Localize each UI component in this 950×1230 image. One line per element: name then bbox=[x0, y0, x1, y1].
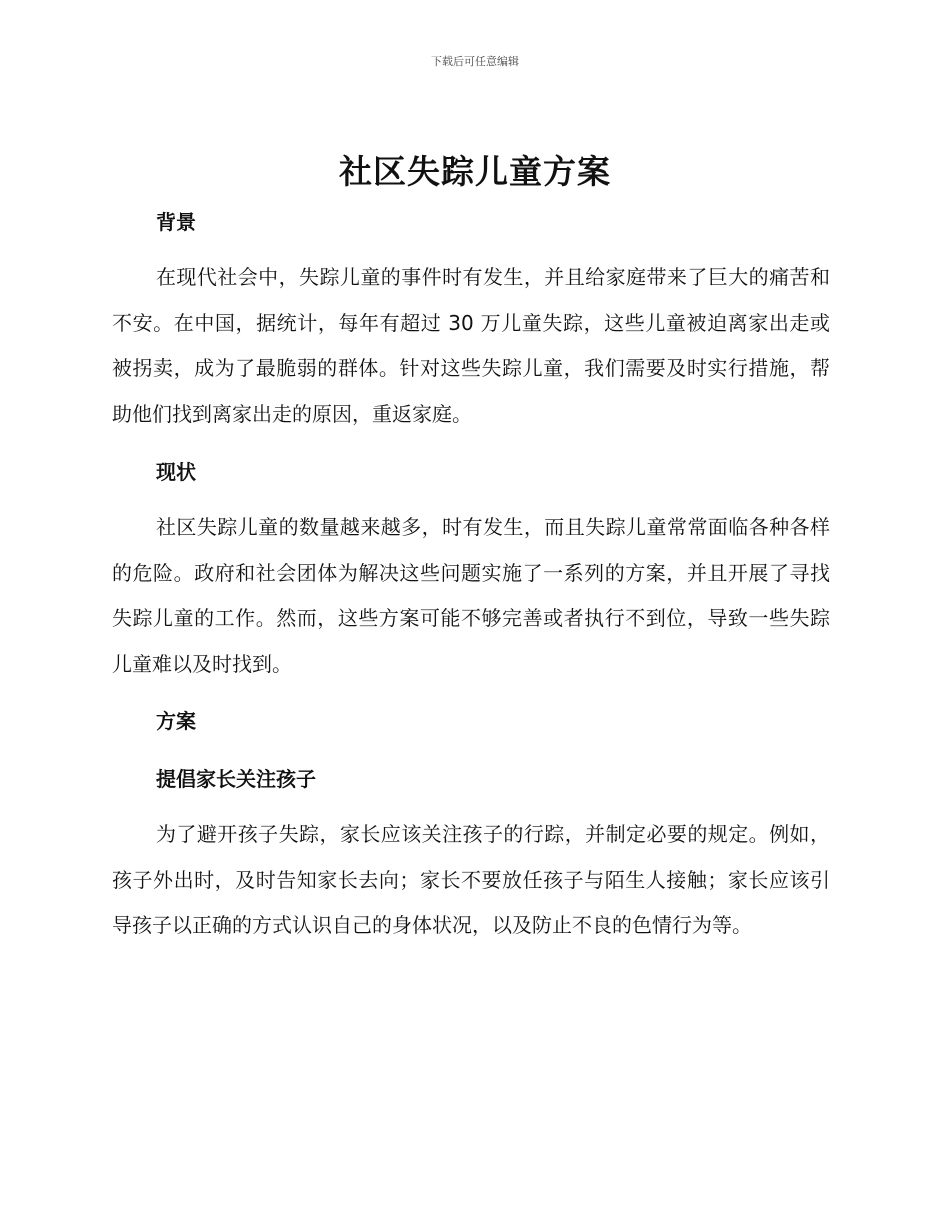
section-heading-background: 背景 bbox=[156, 210, 196, 234]
document-title: 社区失踪儿童方案 bbox=[339, 152, 611, 191]
header-note: 下载后可任意编辑 bbox=[431, 55, 519, 68]
paragraph-parent-attention: 为了避开孩子失踪，家长应该关注孩子的行踪，并制定必要的规定。例如，孩子外出时，及时告知家长去向；家长不要放任孩子与陌生人接触；家长应该引导孩子以正确的方式认识自己的身体状况，以及防止不良的色情行为等。 bbox=[112, 822, 830, 937]
section-heading-status: 现状 bbox=[156, 460, 196, 484]
paragraph-status: 社区失踪儿童的数量越来越多，时有发生，而且失踪儿童常常面临各种各样的危险。政府和社会团体为解决这些问题实施了一系列的方案，并且开展了寻找失踪儿童的工作。然而，这些方案可能不够完善或者执行不到位，导致一些失踪儿童难以及时找到。 bbox=[112, 515, 830, 676]
section-heading-plan: 方案 bbox=[156, 709, 196, 733]
section-heading-parent-attention: 提倡家长关注孩子 bbox=[156, 767, 316, 791]
paragraph-background: 在现代社会中，失踪儿童的事件时有发生，并且给家庭带来了巨大的痛苦和不安。在中国，据统计，每年有超过 30 万儿童失踪，这些儿童被迫离家出走或被拐卖，成为了最脆弱的群体。针对这些失踪儿童，我们需要及时实行措施，帮助他们找到离家出走的原因，重返家庭。 bbox=[112, 265, 830, 426]
